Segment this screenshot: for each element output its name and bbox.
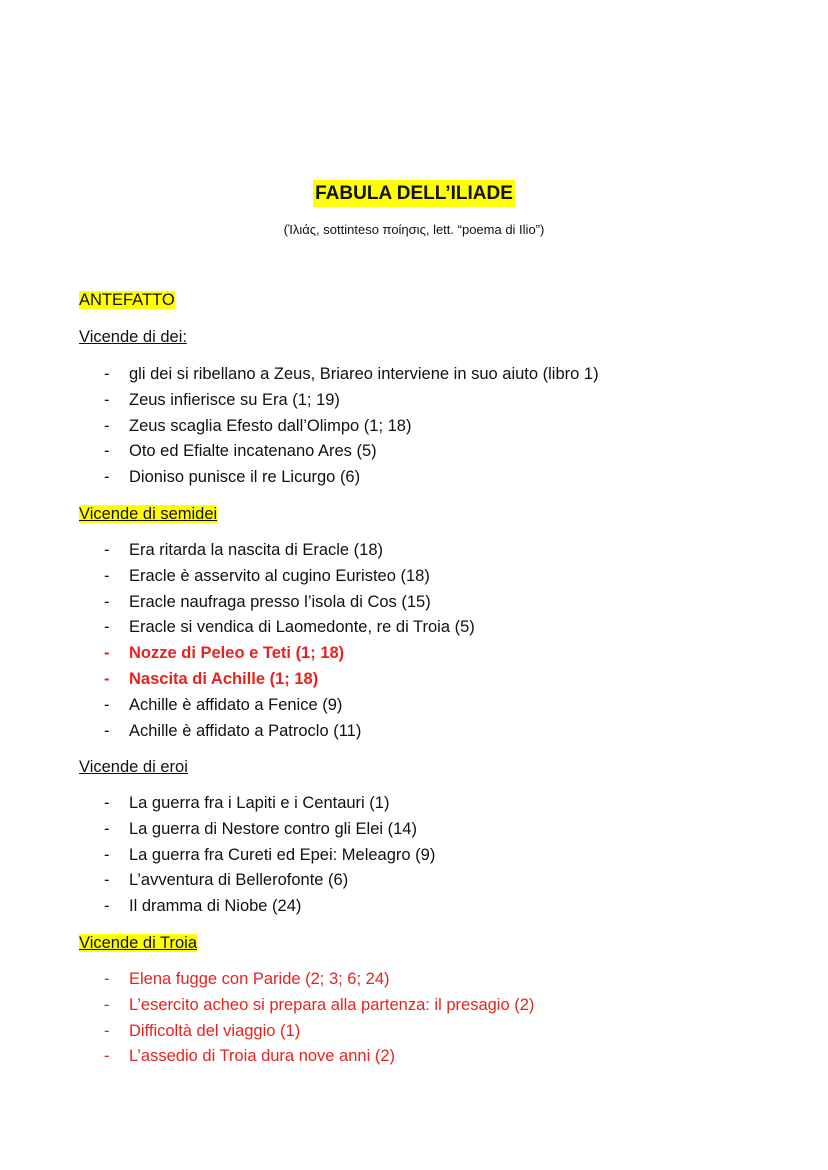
list-item: - Nascita di Achille (1; 18) [79, 667, 475, 693]
list-item: - L’assedio di Troia dura nove anni (2) [79, 1044, 534, 1070]
bullet-dash: - [104, 644, 110, 663]
list-item: - Eracle naufraga presso l’isola di Cos (15) [79, 590, 475, 616]
dei-list [79, 362, 599, 491]
bullet-dash: - [104, 669, 110, 688]
bullet-dash: - [104, 468, 110, 487]
bullet-dash: - [104, 995, 110, 1014]
bullet-dash: - [104, 416, 110, 435]
bullet-dash: - [104, 871, 110, 890]
bullet-dash: - [104, 442, 110, 461]
bullet-dash: - [104, 365, 110, 383]
bullet-dash: - [104, 390, 110, 409]
troia-list [79, 967, 534, 1070]
bullet-dash: - [104, 566, 110, 585]
bullet-dash: - [104, 819, 110, 838]
dei-heading: Vicende di dei: [79, 328, 187, 346]
bullet-dash: - [104, 721, 110, 740]
list-item: - Era ritarda la nascita di Eracle (18) [79, 538, 475, 564]
list-item: - Zeus infierisce su Era (1; 19) [79, 388, 599, 414]
bullet-dash: - [104, 695, 110, 714]
list-item: - La guerra fra Cureti ed Epei: Meleagro (9) [79, 843, 435, 869]
list-item: - gli dei si ribellano a Zeus, Briareo interviene in suo aiuto (libro 1) [79, 362, 599, 388]
list-item: - Zeus scaglia Efesto dall’Olimpo (1; 18) [79, 414, 599, 440]
bullet-dash: - [104, 794, 110, 812]
bullet-dash: - [104, 592, 110, 611]
bullet-dash: - [104, 1047, 110, 1066]
list-item: - La guerra fra i Lapiti e i Centauri (1) [79, 791, 435, 817]
list-item: - Achille è affidato a Fenice (9) [79, 693, 475, 719]
list-item: - Difficoltà del viaggio (1) [79, 1019, 534, 1045]
list-item: - Dioniso punisce il re Licurgo (6) [79, 465, 599, 491]
list-item: - Il dramma di Niobe (24) [79, 894, 435, 920]
bullet-dash: - [104, 970, 110, 988]
list-item: - Oto ed Efialte incatenano Ares (5) [79, 439, 599, 465]
bullet-dash: - [104, 541, 110, 559]
page-title: FABULA DELL’ILIADE [313, 180, 515, 207]
list-item: - Achille è affidato a Patroclo (11) [79, 719, 475, 745]
list-item: - L’avventura di Bellerofonte (6) [79, 868, 435, 894]
semidei-heading: Vicende di semidei [79, 505, 218, 523]
antefatto-heading: ANTEFATTO [79, 291, 175, 309]
list-item: - La guerra di Nestore contro gli Elei (14) [79, 817, 435, 843]
list-item: - L’esercito acheo si prepara alla partenza: il presagio (2) [79, 993, 534, 1019]
list-item: - Eracle si vendica di Laomedonte, re di Troia (5) [79, 615, 475, 641]
semidei-list [79, 538, 475, 744]
list-item: - Eracle è asservito al cugino Euristeo (18) [79, 564, 475, 590]
bullet-dash: - [104, 897, 110, 916]
list-item: - Elena fugge con Paride (2; 3; 6; 24) [79, 967, 534, 993]
bullet-dash: - [104, 618, 110, 637]
bullet-dash: - [104, 845, 110, 864]
eroi-heading: Vicende di eroi [79, 758, 188, 776]
list-item: - Nozze di Peleo e Teti (1; 18) [79, 641, 475, 667]
eroi-list [79, 791, 435, 920]
page-subtitle: (Ἰλιάς, sottinteso ποίησις, lett. “poema di Ilio”) [283, 222, 545, 237]
troia-heading: Vicende di Troia [79, 934, 198, 952]
bullet-dash: - [104, 1021, 110, 1040]
